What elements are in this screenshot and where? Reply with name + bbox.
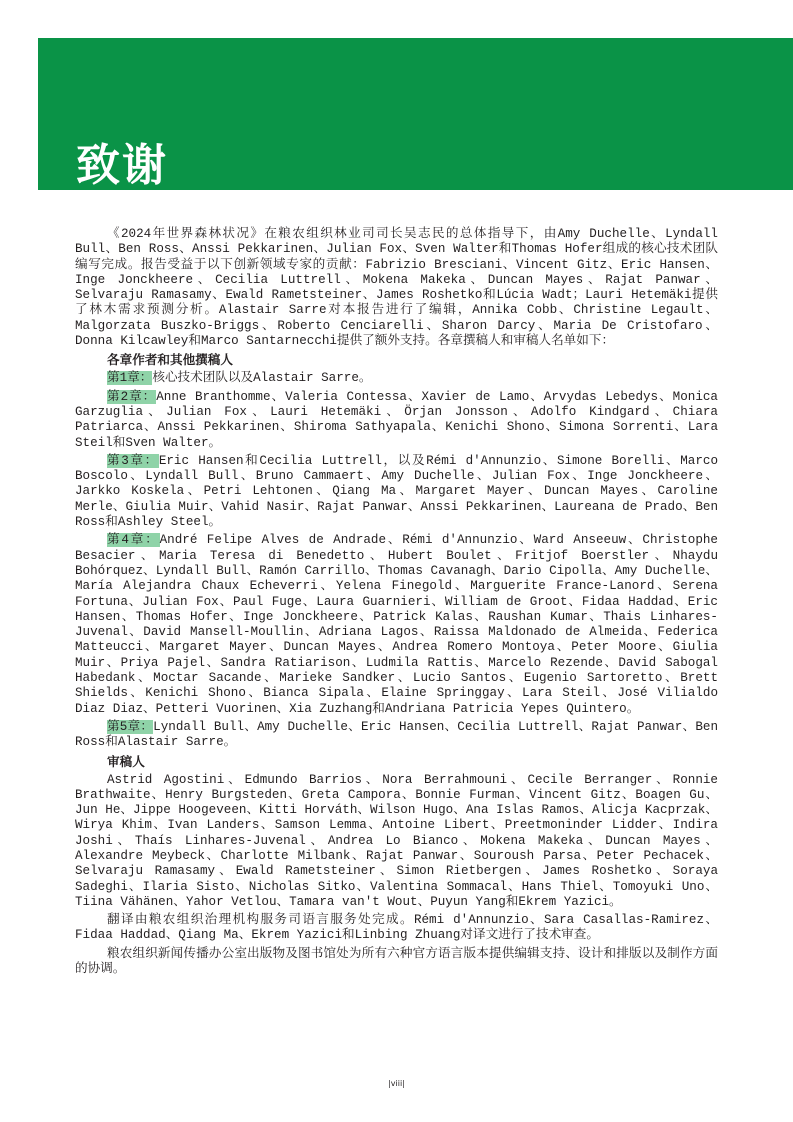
page-number: |viii| xyxy=(388,1079,405,1088)
translation-paragraph: 翻译由粮农组织治理机构服务司语言服务处完成。Rémi d'Annunzio、Sara Casallas-Ramirez、Fidaa Haddad、Qiang Ma、Ekrem Yazici和Linbing Zhuang对译文进行了技术审查。 xyxy=(75,913,718,943)
chapter-5-label: 第5章： xyxy=(107,719,154,734)
chapter-4-paragraph xyxy=(75,533,718,717)
intro-paragraph: 《2024年世界森林状况》在粮农组织林业司司长吴志民的总体指导下，由Amy Duchelle、Lyndall Bull、Ben Ross、Anssi Pekkarinen、Julian Fox、Sven Walter和Thomas Hofer组成的核心技术团队编写完成。报告受益于以下创新领域专家的贡献：Fabrizio Bresciani、Vincent Gitz、Eric Hansen、Inge Jonckheere、Cecilia Luttrell、Mokena Makeka、Duncan Mayes、Rajat Panwar、Selvaraju Ramasamy、Ewald Rametsteiner、James Roshetko和Lúcia Wadt；Lauri Hetemäki提供了林木需求预测分析。Alastair Sarre对本报告进行了编辑，Annika Cobb、Christine Legault、Malgorzata Buszko-Briggs、Roberto Cenciarelli、Sharon Darcy、Maria De Cristofaro、Donna Kilcawley和Marco Santarnecchi提供了额外支持。各章撰稿人和审稿人名单如下： xyxy=(75,227,718,349)
acknowledgements-body xyxy=(75,227,718,980)
title-banner xyxy=(38,38,793,190)
reviewers-heading: 审稿人 xyxy=(107,753,145,769)
chapter-4-contributors: André Felipe Alves de Andrade、Rémi d'Annunzio、Ward Anseeuw、Christophe Besacier、Maria Teresa di Benedetto、Hubert Boulet、Fritjof Boerstler、Nhaydu Bohórquez、Lyndall Bull、Ramón Carrillo、Thomas Cavanagh、Dario Cipolla、Amy Duchelle、María Alejandra Chaux Echeverri、Yelena Finegold、Marguerite France-Lanord、Serena Fortuna、Julian Fox、Paul Fuge、Laura Guarnieri、William de Groot、Fidaa Haddad、Eric Hansen、Thomas Hofer、Inge Jonckheere、Patrick Kalas、Raushan Kumar、Thais Linhares-Juvenal、David Mansell-Moullin、Adriana Lagos、Raissa Maldonado de Almeida、Federica Matteucci、Margaret Mayer、Duncan Mayes、Andrea Romero Montoya、Peter Moore、Giulia Muir、Priya Pajel、Sandra Ratiarison、Ludmila Rattis、Marcelo Rezende、David Sabogal Habedank、Moctar Sacande、Marieke Sandker、Lucio Santos、Eugenio Sartoretto、Brett Shields、Kenichi Shono、Bianca Sipala、Elaine Springgay、Lara Steil、José Vilialdo Diaz Diaz、Petteri Vuorinen、Xia Zuzhang和Andriana Patricia Yepes Quintero。 xyxy=(75,533,718,716)
chapter-5-contributors: Lyndall Bull、Amy Duchelle、Eric Hansen、Cecilia Luttrell、Rajat Panwar、Ben Ross和Alastair Sarre。 xyxy=(75,719,719,750)
chapter-1-label: 第1章： xyxy=(107,371,153,386)
authors-heading: 各章作者和其他撰稿人 xyxy=(107,352,233,368)
chapter-3-contributors: Eric Hansen和Cecilia Luttrell，以及Rémi d'Annunzio、Simone Borelli、Marco Boscolo、Lyndall Bull、Bruno Cammaert、Amy Duchelle、Julian Fox、Inge Jonckheere、Jarkko Koskela、Petri Lehtonen、Qiang Ma、Margaret Mayer、Duncan Mayes、Caroline Merle、Giulia Muir、Vahid Nasir、Rajat Panwar、Anssi Pekkarinen、Laureana de Prado、Ben Ross和Ashley Steel。 xyxy=(75,453,718,530)
reviewers-paragraph: Astrid Agostini、Edmundo Barrios、Nora Berrahmouni、Cecile Berranger、Ronnie Brathwaite、Henry Burgsteden、Greta Campora、Bonnie Furman、Vincent Gitz、Boagen Gu、Jun He、Jippe Hoogeveen、Kitti Horváth、Wilson Hugo、Ana Islas Ramos、Alicja Kacprzak、Wirya Khim、Ivan Landers、Samson Lemma、Antoine Libert、Preetmoninder Lidder、Indira Joshi、Thaís Linhares-Juvenal、Andrea Lo Bianco、Mokena Makeka、Duncan Mayes、Alexandre Meybeck、Charlotte Milbank、Rajat Panwar、Souroush Parsa、Peter Pechacek、Selvaraju Ramasamy、Ewald Rametsteiner、Simon Rietbergen、James Roshetko、Soraya Sadeghi、Ilaria Sisto、Nicholas Sitko、Valentina Sommacal、Hans Thiel、Tomoyuki Uno、Tiina Vähänen、Yahor Vetlou、Tamara van't Wout、Puyun Yang和Ekrem Yazici。 xyxy=(75,772,718,909)
chapter-5-paragraph xyxy=(75,720,718,751)
chapter-3-label: 第3章： xyxy=(107,453,159,468)
chapter-4-label: 第4章： xyxy=(107,533,160,548)
chapter-1-paragraph xyxy=(75,371,718,386)
chapter-3-paragraph xyxy=(75,454,718,530)
chapter-2-contributors: Anne Branthomme、Valeria Contessa、Xavier de Lamo、Arvydas Lebedys、Monica Garzuglia、Julian Fox、Lauri Hetemäki、Örjan Jonsson、Adolfo Kindgard、Chiara Patriarca、Anssi Pekkarinen、Shiroma Sathyapala、Kenichi Shono、Simona Sorrenti、Lara Steil和Sven Walter。 xyxy=(75,389,718,450)
chapter-2-label: 第2章： xyxy=(107,389,157,404)
chapter-2-paragraph xyxy=(75,390,718,451)
publishing-paragraph: 粮农组织新闻传播办公室出版物及图书馆处为所有六种官方语言版本提供编辑支持、设计和排版以及制作方面的协调。 xyxy=(75,946,718,977)
chapter-1-contributors: 核心技术团队以及Alastair Sarre。 xyxy=(152,371,372,386)
page-title: 致谢 xyxy=(76,140,168,191)
